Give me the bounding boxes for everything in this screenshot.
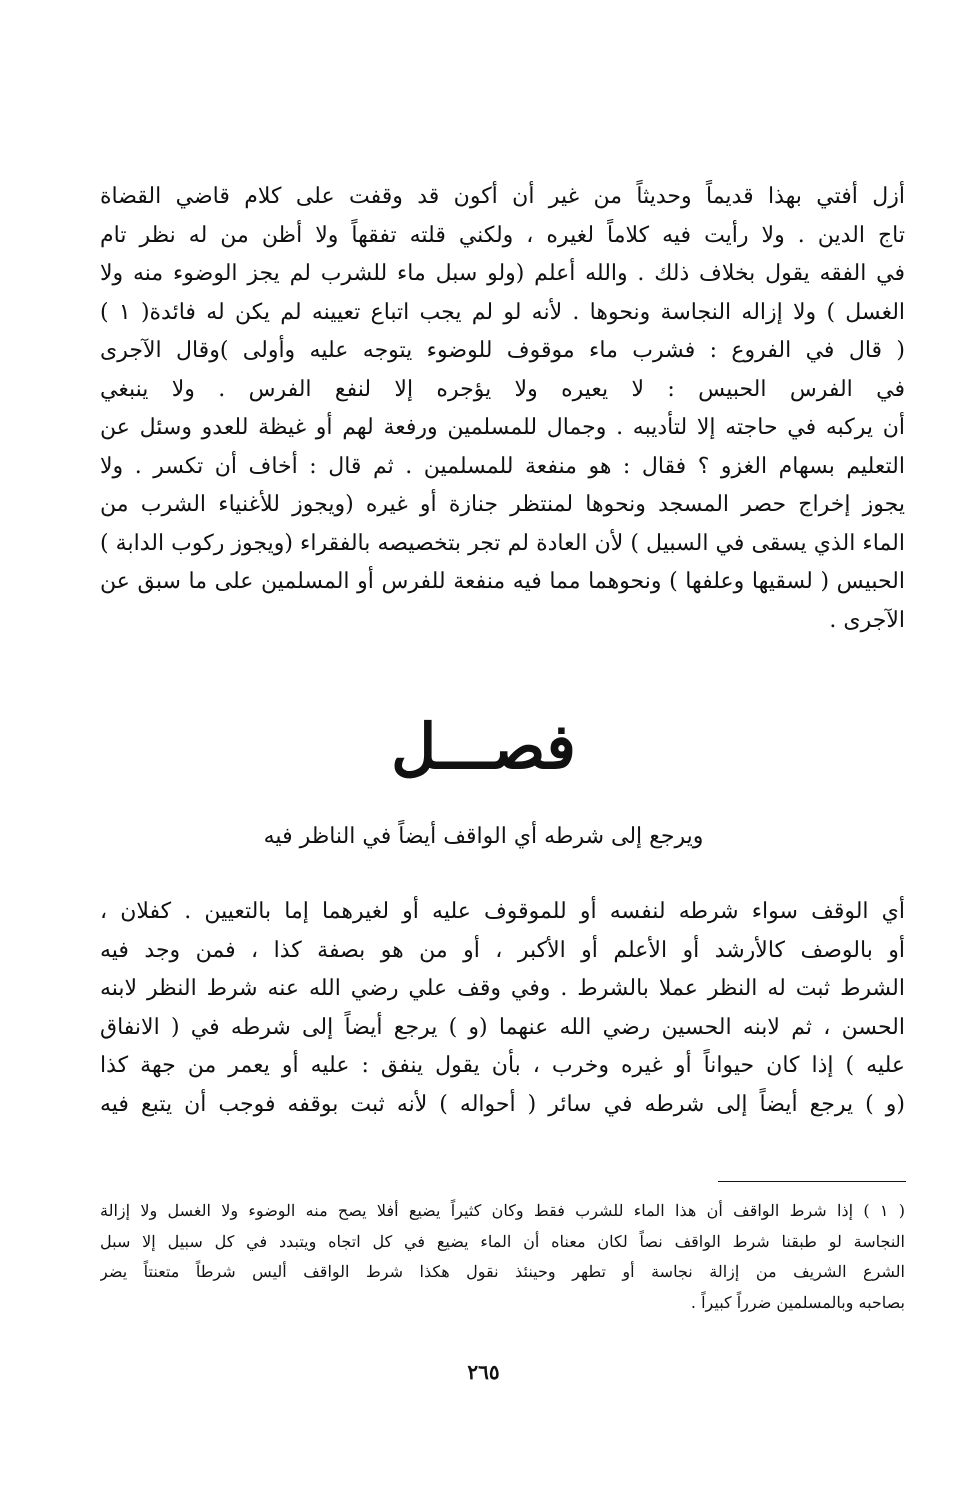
text-line: أزل أفتي بهذا قديماً وحديثاً من غير أن أكون قد وقفت على كلام قاضي القضاة bbox=[100, 184, 905, 209]
text-line: في الفرس الحبيس : لا يعيره ولا يؤجره إلا لنفع الفرس . ولا ينبغي bbox=[100, 376, 905, 402]
section-subheading: ويرجع إلى شرطه أي الواقف أيضاً في الناظر فيه bbox=[263, 824, 704, 849]
paragraph-section bbox=[100, 893, 905, 1124]
text-line: عليه ) إذا كان حيواناً أو غيره وخرب ، بأن يقول ينفق : عليه أو يعمر من جهة كذا bbox=[100, 1053, 905, 1078]
footnote-line: الشرع الشريف من إزالة نجاسة أو تطهر وحينئذ نقول هكذا شرط الواقف أليس شرطاً متعنتاً يضر bbox=[100, 1262, 905, 1281]
text-line: أن يركبه في حاجته إلا لتأديبه . وجمال للمسلمين ورفعة لهم أو غيظة للعدو وسئل عن bbox=[100, 415, 905, 440]
footnotes bbox=[100, 1196, 905, 1318]
text-line: الحبيس ( لسقيها وعلفها ) ونحوهما مما فيه منفعة للفرس أو المسلمين على ما سبق عن bbox=[100, 569, 905, 594]
text-line: (و ) يرجع أيضاً إلى شرطه في سائر ( أحواله ) لأنه ثبت بوقفه فوجب أن يتبع فيه bbox=[100, 1091, 905, 1117]
page-number: ٢٦٥ bbox=[467, 1360, 500, 1384]
footnote-line: بصاحبه وبالمسلمين ضرراً كبيراً . bbox=[690, 1292, 905, 1312]
footnote-line: ( ١ ) إذا شرط الواقف أن هذا الماء للشرب فقط وكان كثيراً يضيع أفلا يصح منه الوضوء ولا الغسل ولا إزالة bbox=[100, 1201, 905, 1220]
text-line: أي الوقف سواء شرطه لنفسه أو للموقوف عليه أو لغيرهما إما بالتعيين . كفلان ، bbox=[100, 899, 905, 924]
text-line: أو بالوصف كالأرشد أو الأعلم أو الأكبر ، أو من هو بصفة كذا ، فمن وجد فيه bbox=[100, 937, 905, 963]
text-line: يجوز إخراج حصر المسجد ونحوها لمنتظر جنازة أو غيره (ويجوز للأغنياء الشرب من bbox=[100, 492, 905, 517]
text-line: الآجرى . bbox=[829, 607, 905, 633]
text-line: الماء الذي يسقى في السبيل ) لأن العادة لم تجر بتخصيصه بالفقراء (ويجوز ركوب الدابة ) bbox=[100, 530, 905, 556]
section-heading: فصـــل bbox=[391, 710, 576, 783]
footnote-line: النجاسة لو طبقنا شرط الواقف نصاً لكان معناه أن الماء يضيع في كل اتجاه ويتبدد في كل سبيل إلا سبل bbox=[100, 1231, 905, 1251]
paragraph-continuation bbox=[100, 178, 905, 640]
text-line: في الفقه يقول بخلاف ذلك . والله أعلم (ولو سبل ماء للشرب لم يجز الوضوء منه ولا bbox=[100, 261, 905, 286]
text-line: ( قال في الفروع : فشرب ماء موقوف للوضوء يتوجه عليه وأولى )وقال الآجرى bbox=[100, 338, 905, 363]
text-line: تاج الدين . ولا رأيت فيه كلاماً لغيره ، ولكني قلته تفقهاً ولا أظن من له نظر تام bbox=[100, 222, 905, 248]
text-line: الحسن ، ثم لابنه الحسين رضي الله عنهما (و ) يرجع أيضاً إلى شرطه في ( الانفاق bbox=[100, 1014, 905, 1040]
text-line: الشرط ثبت له النظر عملا بالشرط . وفي وقف علي رضي الله عنه شرط النظر لابنه bbox=[100, 976, 905, 1001]
text-line: الغسل ) ولا إزاله النجاسة ونحوها . لأنه لو لم يجب اتباع تعيينه لم يكن له فائدة( ١ ) bbox=[100, 299, 905, 325]
footnote-divider bbox=[718, 1181, 906, 1182]
text-line: التعليم بسهام الغزو ؟ فقال : هو منفعة للمسلمين . ثم قال : أخاف أن تكسر . ولا bbox=[100, 453, 905, 479]
